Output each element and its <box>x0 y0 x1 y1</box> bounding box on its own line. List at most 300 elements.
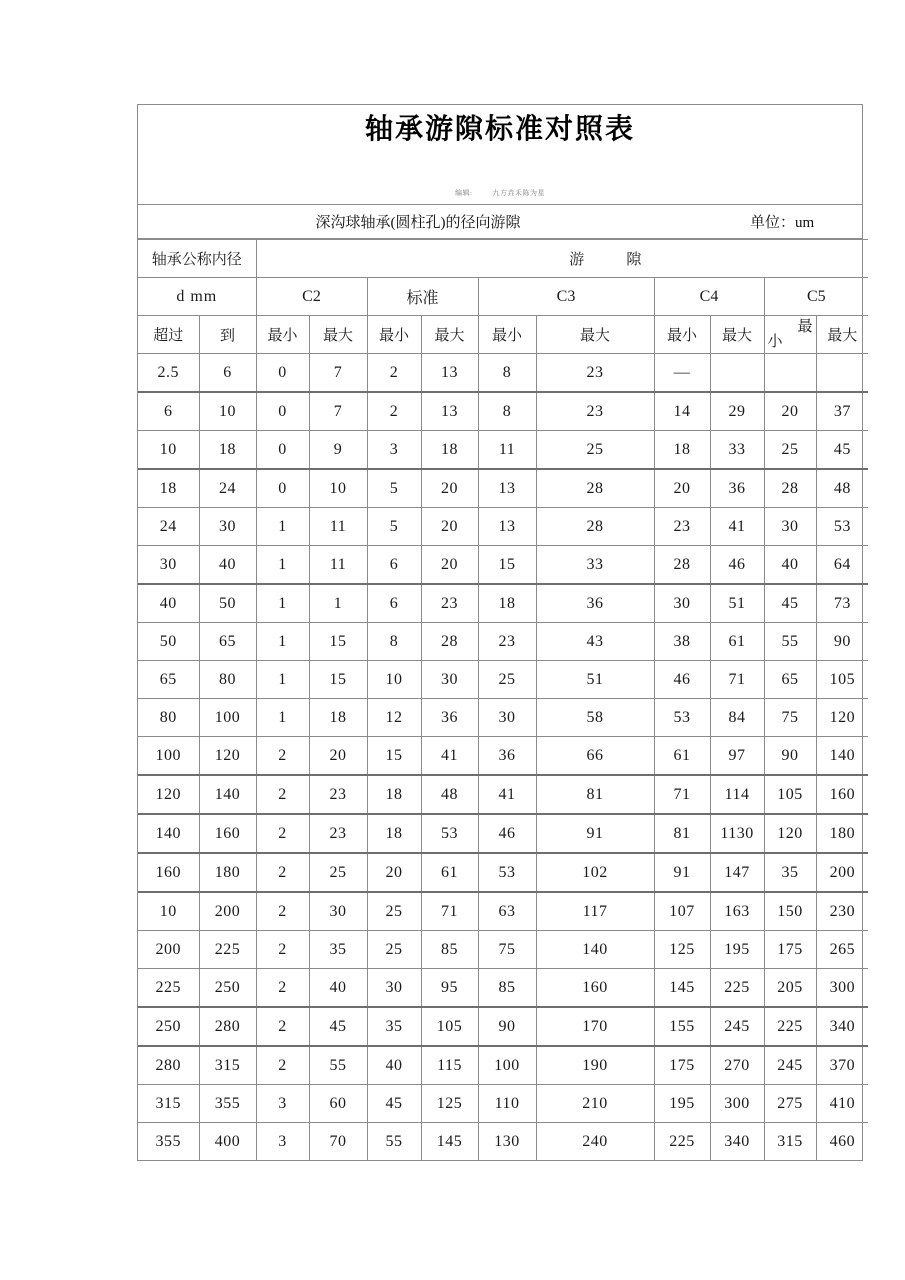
cell-c4-min: 23 <box>654 508 710 546</box>
cell-c4-min: 91 <box>654 853 710 892</box>
cell-standard-min: 5 <box>367 469 421 508</box>
cell-c5-min: 150 <box>764 892 816 931</box>
cell-standard-min: 25 <box>367 931 421 969</box>
header-clearance-char-1: 游 <box>569 252 585 268</box>
table-row <box>138 1007 868 1046</box>
cell-c3-max: 102 <box>536 853 654 892</box>
cell-over: 80 <box>138 699 199 737</box>
cell-c2-max: 35 <box>309 931 367 969</box>
cell-standard-max: 36 <box>421 699 478 737</box>
cell-c3-min: 13 <box>478 469 536 508</box>
cell-c2-max: 45 <box>309 1007 367 1046</box>
cell-c2-max: 15 <box>309 661 367 699</box>
cell-over: 225 <box>138 969 199 1008</box>
cell-standard-max: 18 <box>421 431 478 470</box>
subheader-c5-min-line1: 最 <box>797 318 813 335</box>
table-row <box>138 931 868 969</box>
cell-to: 50 <box>199 584 256 623</box>
cell-c5-min: 120 <box>764 814 816 853</box>
cell-c4-max: 46 <box>710 546 764 585</box>
cell-standard-min: 5 <box>367 508 421 546</box>
header-grade-c5: C5 <box>764 278 868 316</box>
cell-c2-max: 18 <box>309 699 367 737</box>
cell-over: 65 <box>138 661 199 699</box>
cell-c2-max: 20 <box>309 737 367 776</box>
cell-c4-max: 245 <box>710 1007 764 1046</box>
cell-standard-min: 55 <box>367 1123 421 1161</box>
cell-c5-min: 28 <box>764 469 816 508</box>
cell-c5-max: 410 <box>816 1085 868 1123</box>
cell-c3-min: 15 <box>478 546 536 585</box>
cell-standard-max: 71 <box>421 892 478 931</box>
cell-c5-min: 25 <box>764 431 816 470</box>
cell-standard-max: 95 <box>421 969 478 1008</box>
cell-to: 315 <box>199 1046 256 1085</box>
cell-c2-min: 2 <box>256 892 309 931</box>
subheader-over: 超过 <box>138 316 199 354</box>
cell-to: 100 <box>199 699 256 737</box>
cell-to: 24 <box>199 469 256 508</box>
cell-c4-max: 340 <box>710 1123 764 1161</box>
cell-c5-max: 90 <box>816 623 868 661</box>
cell-to: 200 <box>199 892 256 931</box>
cell-c4-max: 195 <box>710 931 764 969</box>
cell-c3-max: 66 <box>536 737 654 776</box>
cell-c4-max: 41 <box>710 508 764 546</box>
cell-c2-min: 1 <box>256 508 309 546</box>
cell-standard-max: 20 <box>421 469 478 508</box>
cell-standard-max: 28 <box>421 623 478 661</box>
cell-over: 50 <box>138 623 199 661</box>
cell-c4-max: 97 <box>710 737 764 776</box>
cell-c2-min: 2 <box>256 1046 309 1085</box>
table-row <box>138 969 868 1008</box>
table-row <box>138 661 868 699</box>
cell-c5-max: 64 <box>816 546 868 585</box>
byline-author: 九方垚禾陈为星 <box>492 189 545 197</box>
table-row <box>138 546 868 585</box>
cell-over: 10 <box>138 892 199 931</box>
cell-c3-min: 8 <box>478 392 536 431</box>
cell-c3-min: 75 <box>478 931 536 969</box>
cell-over: 10 <box>138 431 199 470</box>
cell-c5-min: 105 <box>764 775 816 814</box>
cell-c3-max: 240 <box>536 1123 654 1161</box>
cell-c2-max: 11 <box>309 546 367 585</box>
cell-c4-max: 225 <box>710 969 764 1008</box>
cell-c3-min: 41 <box>478 775 536 814</box>
table-row <box>138 814 868 853</box>
table-row <box>138 737 868 776</box>
cell-c4-max: 300 <box>710 1085 764 1123</box>
cell-c4-min: 145 <box>654 969 710 1008</box>
cell-over: 355 <box>138 1123 199 1161</box>
cell-c2-min: 2 <box>256 737 309 776</box>
cell-c3-min: 46 <box>478 814 536 853</box>
cell-c2-max: 7 <box>309 392 367 431</box>
cell-c5-max: 200 <box>816 853 868 892</box>
cell-standard-min: 2 <box>367 354 421 393</box>
cell-standard-min: 40 <box>367 1046 421 1085</box>
cell-c2-min: 1 <box>256 699 309 737</box>
cell-standard-min: 6 <box>367 584 421 623</box>
cell-over: 200 <box>138 931 199 969</box>
table-row <box>138 699 868 737</box>
cell-standard-max: 145 <box>421 1123 478 1161</box>
cell-to: 180 <box>199 853 256 892</box>
cell-standard-min: 35 <box>367 1007 421 1046</box>
cell-c4-max: 29 <box>710 392 764 431</box>
cell-c2-max: 9 <box>309 431 367 470</box>
cell-c3-max: 25 <box>536 431 654 470</box>
cell-c2-max: 60 <box>309 1085 367 1123</box>
cell-standard-min: 25 <box>367 892 421 931</box>
cell-over: 6 <box>138 392 199 431</box>
cell-c3-min: 8 <box>478 354 536 393</box>
cell-c2-min: 0 <box>256 354 309 393</box>
cell-c2-max: 1 <box>309 584 367 623</box>
cell-c4-max: 61 <box>710 623 764 661</box>
cell-c4-min: 81 <box>654 814 710 853</box>
cell-c4-min: 18 <box>654 431 710 470</box>
cell-c4-max: 163 <box>710 892 764 931</box>
cell-c5-min: 35 <box>764 853 816 892</box>
cell-c3-min: 11 <box>478 431 536 470</box>
cell-c4-min: 30 <box>654 584 710 623</box>
cell-over: 100 <box>138 737 199 776</box>
cell-c5-max: 370 <box>816 1046 868 1085</box>
cell-c2-max: 7 <box>309 354 367 393</box>
cell-c2-max: 15 <box>309 623 367 661</box>
cell-c4-max: 147 <box>710 853 764 892</box>
table-row <box>138 392 868 431</box>
cell-c5-max: 53 <box>816 508 868 546</box>
cell-c3-max: 210 <box>536 1085 654 1123</box>
subheader-c5-min <box>764 316 816 354</box>
cell-c2-max: 23 <box>309 814 367 853</box>
cell-c5-max: 37 <box>816 392 868 431</box>
cell-to: 225 <box>199 931 256 969</box>
table-row <box>138 775 868 814</box>
header-grade-c4: C4 <box>654 278 764 316</box>
cell-c5-min: 175 <box>764 931 816 969</box>
cell-over: 120 <box>138 775 199 814</box>
table-row <box>138 1046 868 1085</box>
cell-c5-max: 265 <box>816 931 868 969</box>
cell-to: 40 <box>199 546 256 585</box>
cell-c2-min: 2 <box>256 775 309 814</box>
cell-c5-max: 160 <box>816 775 868 814</box>
cell-c3-min: 130 <box>478 1123 536 1161</box>
table-row <box>138 623 868 661</box>
cell-standard-min: 45 <box>367 1085 421 1123</box>
cell-standard-max: 115 <box>421 1046 478 1085</box>
cell-to: 355 <box>199 1085 256 1123</box>
subheader-c2-max: 最大 <box>309 316 367 354</box>
cell-c4-max: 270 <box>710 1046 764 1085</box>
cell-c2-min: 2 <box>256 931 309 969</box>
header-grade-standard: 标准 <box>367 278 478 316</box>
cell-c3-min: 110 <box>478 1085 536 1123</box>
subheader-c5-max: 最大 <box>816 316 868 354</box>
cell-standard-min: 8 <box>367 623 421 661</box>
table-header-group-row <box>138 240 868 278</box>
cell-standard-min: 20 <box>367 853 421 892</box>
cell-c3-max: 140 <box>536 931 654 969</box>
cell-c3-max: 23 <box>536 392 654 431</box>
table-row <box>138 1123 868 1161</box>
cell-c2-max: 23 <box>309 775 367 814</box>
bearing-clearance-document <box>137 104 863 1161</box>
cell-c4-min: 20 <box>654 469 710 508</box>
cell-c4-max <box>710 354 764 393</box>
cell-standard-min: 18 <box>367 775 421 814</box>
cell-c3-max: 28 <box>536 469 654 508</box>
table-row <box>138 1085 868 1123</box>
unit-label: 单位：um <box>750 215 815 231</box>
cell-c3-max: 170 <box>536 1007 654 1046</box>
byline-label: 编辑: <box>455 189 473 197</box>
cell-standard-max: 48 <box>421 775 478 814</box>
cell-c3-min: 90 <box>478 1007 536 1046</box>
cell-c2-max: 11 <box>309 508 367 546</box>
cell-over: 18 <box>138 469 199 508</box>
cell-c2-max: 25 <box>309 853 367 892</box>
cell-c3-max: 117 <box>536 892 654 931</box>
cell-c5-max: 45 <box>816 431 868 470</box>
cell-c4-max: 71 <box>710 661 764 699</box>
cell-c5-min: 315 <box>764 1123 816 1161</box>
cell-to: 120 <box>199 737 256 776</box>
cell-standard-max: 13 <box>421 354 478 393</box>
table-row <box>138 584 868 623</box>
cell-c4-min: 107 <box>654 892 710 931</box>
cell-over: 250 <box>138 1007 199 1046</box>
cell-c5-min: 275 <box>764 1085 816 1123</box>
cell-standard-min: 10 <box>367 661 421 699</box>
cell-standard-min: 3 <box>367 431 421 470</box>
title-band <box>138 105 862 205</box>
cell-c2-max: 70 <box>309 1123 367 1161</box>
cell-c3-max: 33 <box>536 546 654 585</box>
subheader-c5-min-line2: 小 <box>767 333 783 350</box>
cell-c2-max: 55 <box>309 1046 367 1085</box>
header-bore-diameter: 轴承公称内径 <box>138 240 256 278</box>
cell-c2-max: 40 <box>309 969 367 1008</box>
cell-c3-min: 53 <box>478 853 536 892</box>
table-row <box>138 508 868 546</box>
cell-c2-min: 0 <box>256 392 309 431</box>
subheader-c4-min: 最小 <box>654 316 710 354</box>
cell-standard-max: 20 <box>421 508 478 546</box>
cell-standard-max: 20 <box>421 546 478 585</box>
cell-to: 30 <box>199 508 256 546</box>
cell-to: 140 <box>199 775 256 814</box>
cell-c2-min: 3 <box>256 1085 309 1123</box>
cell-to: 80 <box>199 661 256 699</box>
cell-c3-min: 23 <box>478 623 536 661</box>
header-grade-c2: C2 <box>256 278 367 316</box>
cell-over: 140 <box>138 814 199 853</box>
cell-standard-min: 12 <box>367 699 421 737</box>
subtitle-text: 深沟球轴承(圆柱孔)的径向游隙 <box>315 215 521 231</box>
cell-standard-max: 61 <box>421 853 478 892</box>
cell-c5-min: 65 <box>764 661 816 699</box>
header-d-mm: d mm <box>138 278 256 316</box>
cell-c2-min: 3 <box>256 1123 309 1161</box>
cell-over: 280 <box>138 1046 199 1085</box>
cell-c5-min <box>764 354 816 393</box>
cell-c4-min: 225 <box>654 1123 710 1161</box>
cell-over: 160 <box>138 853 199 892</box>
cell-c5-min: 30 <box>764 508 816 546</box>
cell-c2-min: 2 <box>256 814 309 853</box>
cell-standard-max: 30 <box>421 661 478 699</box>
cell-c3-max: 190 <box>536 1046 654 1085</box>
cell-c5-max: 300 <box>816 969 868 1008</box>
table-grade-row <box>138 278 868 316</box>
cell-c4-min: 53 <box>654 699 710 737</box>
cell-c2-min: 0 <box>256 469 309 508</box>
cell-c3-min: 85 <box>478 969 536 1008</box>
cell-c5-min: 205 <box>764 969 816 1008</box>
subheader-c2-min: 最小 <box>256 316 309 354</box>
cell-c4-max: 84 <box>710 699 764 737</box>
cell-c2-max: 30 <box>309 892 367 931</box>
cell-c3-min: 30 <box>478 699 536 737</box>
byline <box>138 188 862 198</box>
header-clearance-char-2: 隙 <box>626 252 642 268</box>
cell-c5-max: 460 <box>816 1123 868 1161</box>
table-row <box>138 431 868 470</box>
cell-standard-max: 41 <box>421 737 478 776</box>
cell-standard-max: 53 <box>421 814 478 853</box>
cell-c3-min: 100 <box>478 1046 536 1085</box>
cell-c5-min: 20 <box>764 392 816 431</box>
cell-c2-min: 2 <box>256 1007 309 1046</box>
cell-standard-max: 85 <box>421 931 478 969</box>
cell-c5-min: 45 <box>764 584 816 623</box>
cell-standard-max: 13 <box>421 392 478 431</box>
cell-c2-min: 2 <box>256 969 309 1008</box>
cell-c3-max: 23 <box>536 354 654 393</box>
cell-c4-min: 46 <box>654 661 710 699</box>
cell-c2-min: 1 <box>256 546 309 585</box>
cell-to: 10 <box>199 392 256 431</box>
cell-c5-max: 180 <box>816 814 868 853</box>
header-clearance <box>256 240 868 278</box>
cell-c2-min: 2 <box>256 853 309 892</box>
cell-c4-min: 28 <box>654 546 710 585</box>
cell-to: 6 <box>199 354 256 393</box>
cell-c2-min: 1 <box>256 623 309 661</box>
cell-c5-min: 55 <box>764 623 816 661</box>
cell-c4-max: 114 <box>710 775 764 814</box>
cell-c3-max: 91 <box>536 814 654 853</box>
cell-c2-min: 1 <box>256 584 309 623</box>
cell-c3-min: 36 <box>478 737 536 776</box>
cell-c5-max <box>816 354 868 393</box>
cell-c4-min: 38 <box>654 623 710 661</box>
cell-c3-min: 18 <box>478 584 536 623</box>
cell-standard-max: 125 <box>421 1085 478 1123</box>
cell-standard-max: 105 <box>421 1007 478 1046</box>
cell-c3-max: 160 <box>536 969 654 1008</box>
cell-to: 400 <box>199 1123 256 1161</box>
cell-c5-max: 73 <box>816 584 868 623</box>
cell-c5-min: 90 <box>764 737 816 776</box>
cell-over: 40 <box>138 584 199 623</box>
cell-c2-min: 0 <box>256 431 309 470</box>
cell-c3-max: 81 <box>536 775 654 814</box>
cell-c5-min: 245 <box>764 1046 816 1085</box>
subheader-to: 到 <box>199 316 256 354</box>
cell-c5-max: 140 <box>816 737 868 776</box>
clearance-table <box>138 239 868 1160</box>
subtitle-band <box>138 205 862 239</box>
table-row <box>138 892 868 931</box>
cell-c5-max: 120 <box>816 699 868 737</box>
cell-over: 2.5 <box>138 354 199 393</box>
cell-c3-min: 25 <box>478 661 536 699</box>
cell-c4-max: 1130 <box>710 814 764 853</box>
cell-c4-min: 14 <box>654 392 710 431</box>
cell-over: 315 <box>138 1085 199 1123</box>
cell-c4-min: 195 <box>654 1085 710 1123</box>
cell-c5-min: 40 <box>764 546 816 585</box>
cell-to: 65 <box>199 623 256 661</box>
subheader-standard-max: 最大 <box>421 316 478 354</box>
cell-c4-min: 155 <box>654 1007 710 1046</box>
cell-to: 18 <box>199 431 256 470</box>
cell-c4-min: 61 <box>654 737 710 776</box>
cell-c4-max: 33 <box>710 431 764 470</box>
table-row <box>138 354 868 393</box>
cell-c4-min: 125 <box>654 931 710 969</box>
cell-c3-max: 36 <box>536 584 654 623</box>
cell-c5-min: 75 <box>764 699 816 737</box>
cell-c3-min: 13 <box>478 508 536 546</box>
table-subheader-row <box>138 316 868 354</box>
cell-standard-max: 23 <box>421 584 478 623</box>
cell-c3-max: 51 <box>536 661 654 699</box>
cell-standard-min: 2 <box>367 392 421 431</box>
cell-standard-min: 30 <box>367 969 421 1008</box>
table-row <box>138 469 868 508</box>
cell-over: 24 <box>138 508 199 546</box>
subheader-standard-min: 最小 <box>367 316 421 354</box>
cell-to: 250 <box>199 969 256 1008</box>
cell-c4-min: 71 <box>654 775 710 814</box>
cell-c5-min: 225 <box>764 1007 816 1046</box>
cell-c4-min: — <box>654 354 710 393</box>
page-title: 轴承游隙标准对照表 <box>364 112 635 145</box>
subheader-c3-min: 最小 <box>478 316 536 354</box>
cell-c3-min: 63 <box>478 892 536 931</box>
cell-c4-min: 175 <box>654 1046 710 1085</box>
cell-c3-max: 28 <box>536 508 654 546</box>
header-grade-c3: C3 <box>478 278 654 316</box>
cell-c5-max: 105 <box>816 661 868 699</box>
table-row <box>138 853 868 892</box>
cell-standard-min: 15 <box>367 737 421 776</box>
subheader-c3-max: 最大 <box>536 316 654 354</box>
cell-to: 160 <box>199 814 256 853</box>
cell-c2-min: 1 <box>256 661 309 699</box>
cell-c2-max: 10 <box>309 469 367 508</box>
cell-standard-min: 6 <box>367 546 421 585</box>
cell-c3-max: 58 <box>536 699 654 737</box>
